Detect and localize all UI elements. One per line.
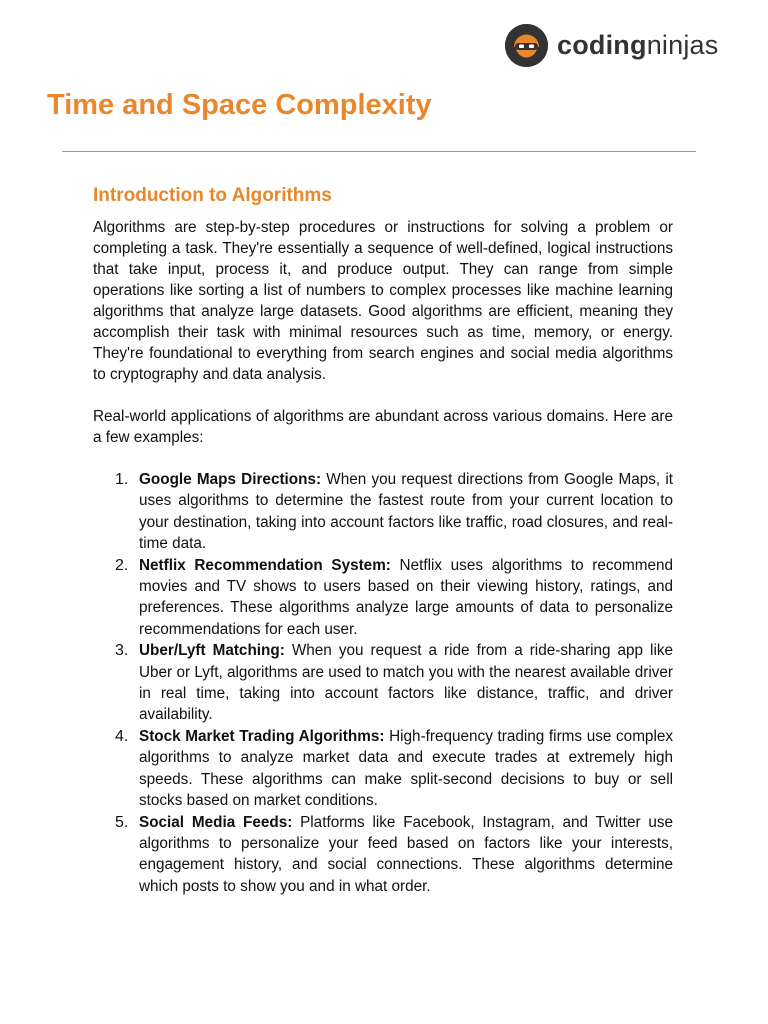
list-item-text: High-frequency trading firms use complex algorithms to analyze market data and execute trades at extremely high speeds. These algorithms can make split-second decisions to buy or sell stocks based on market conditions.	[139, 727, 673, 810]
list-item-number: 5.	[115, 813, 129, 831]
list-item-lead: Social Media Feeds:	[139, 813, 293, 831]
list-item-text: When you request a ride from a ride-sharing app like Uber or Lyft, algorithms are used to match you with the nearest available driver in real time, taking into account factors like distance, traffic, and driver availability.	[139, 642, 673, 724]
list-item	[93, 726, 673, 812]
list-item-lead: Netflix Recommendation System:	[139, 556, 391, 574]
list-item	[93, 555, 673, 641]
brand-wordmark	[557, 32, 718, 59]
brand-name-part1: coding	[557, 30, 647, 60]
list-item-number: 4.	[115, 727, 129, 745]
document-title: Time and Space Complexity	[47, 89, 432, 121]
list-item-text: When you request directions from Google Maps, it uses algorithms to determine the fastest route from your current location to your destination, taking into account factors like traffic, road closures, and real-time data.	[139, 471, 674, 553]
list-item-text: Platforms like Facebook, Instagram, and Twitter use algorithms to personalize your feed based on factors like your interests, engagement history, and social connections. These algorithms determine which posts to show you and in what order.	[139, 813, 674, 895]
list-item	[93, 469, 673, 555]
brand-name-part2: ninjas	[646, 30, 719, 60]
list-item-number: 1.	[115, 471, 129, 488]
brand-logo	[505, 24, 718, 67]
examples-list	[93, 469, 673, 897]
list-item	[93, 640, 673, 726]
list-item-lead: Google Maps Directions:	[139, 471, 322, 488]
examples-intro-paragraph: Real-world applications of algorithms are abundant across various domains. Here are a few examples:	[93, 408, 673, 446]
list-item-text: Netflix uses algorithms to recommend movies and TV shows to users based on their viewing history, ratings, and preferences. These algorithms analyze large amounts of data to personalize recommendations for each user.	[139, 556, 673, 638]
list-item-lead: Uber/Lyft Matching:	[139, 642, 285, 660]
list-item-number: 3.	[115, 642, 129, 660]
list-item	[93, 812, 673, 898]
section-heading: Introduction to Algorithms	[93, 185, 332, 206]
intro-paragraph: Algorithms are step-by-step procedures or instructions for solving a problem or completing a task. They're essentially a sequence of well-defined, logical instructions that take input, process it, and produce output. They can range from simple operations like sorting a list of numbers to complex processes like machine learning algorithms that analyze large datasets. Good algorithms are efficient, meaning they accomplish their task with minimal resources such as time, memory, or energy. They're foundational to everything from search engines and social media algorithms to cryptography and data analysis.	[93, 219, 673, 383]
list-item-lead: Stock Market Trading Algorithms:	[139, 727, 385, 745]
title-divider	[62, 151, 696, 152]
ninja-face-icon	[505, 24, 548, 67]
list-item-number: 2.	[115, 556, 129, 574]
